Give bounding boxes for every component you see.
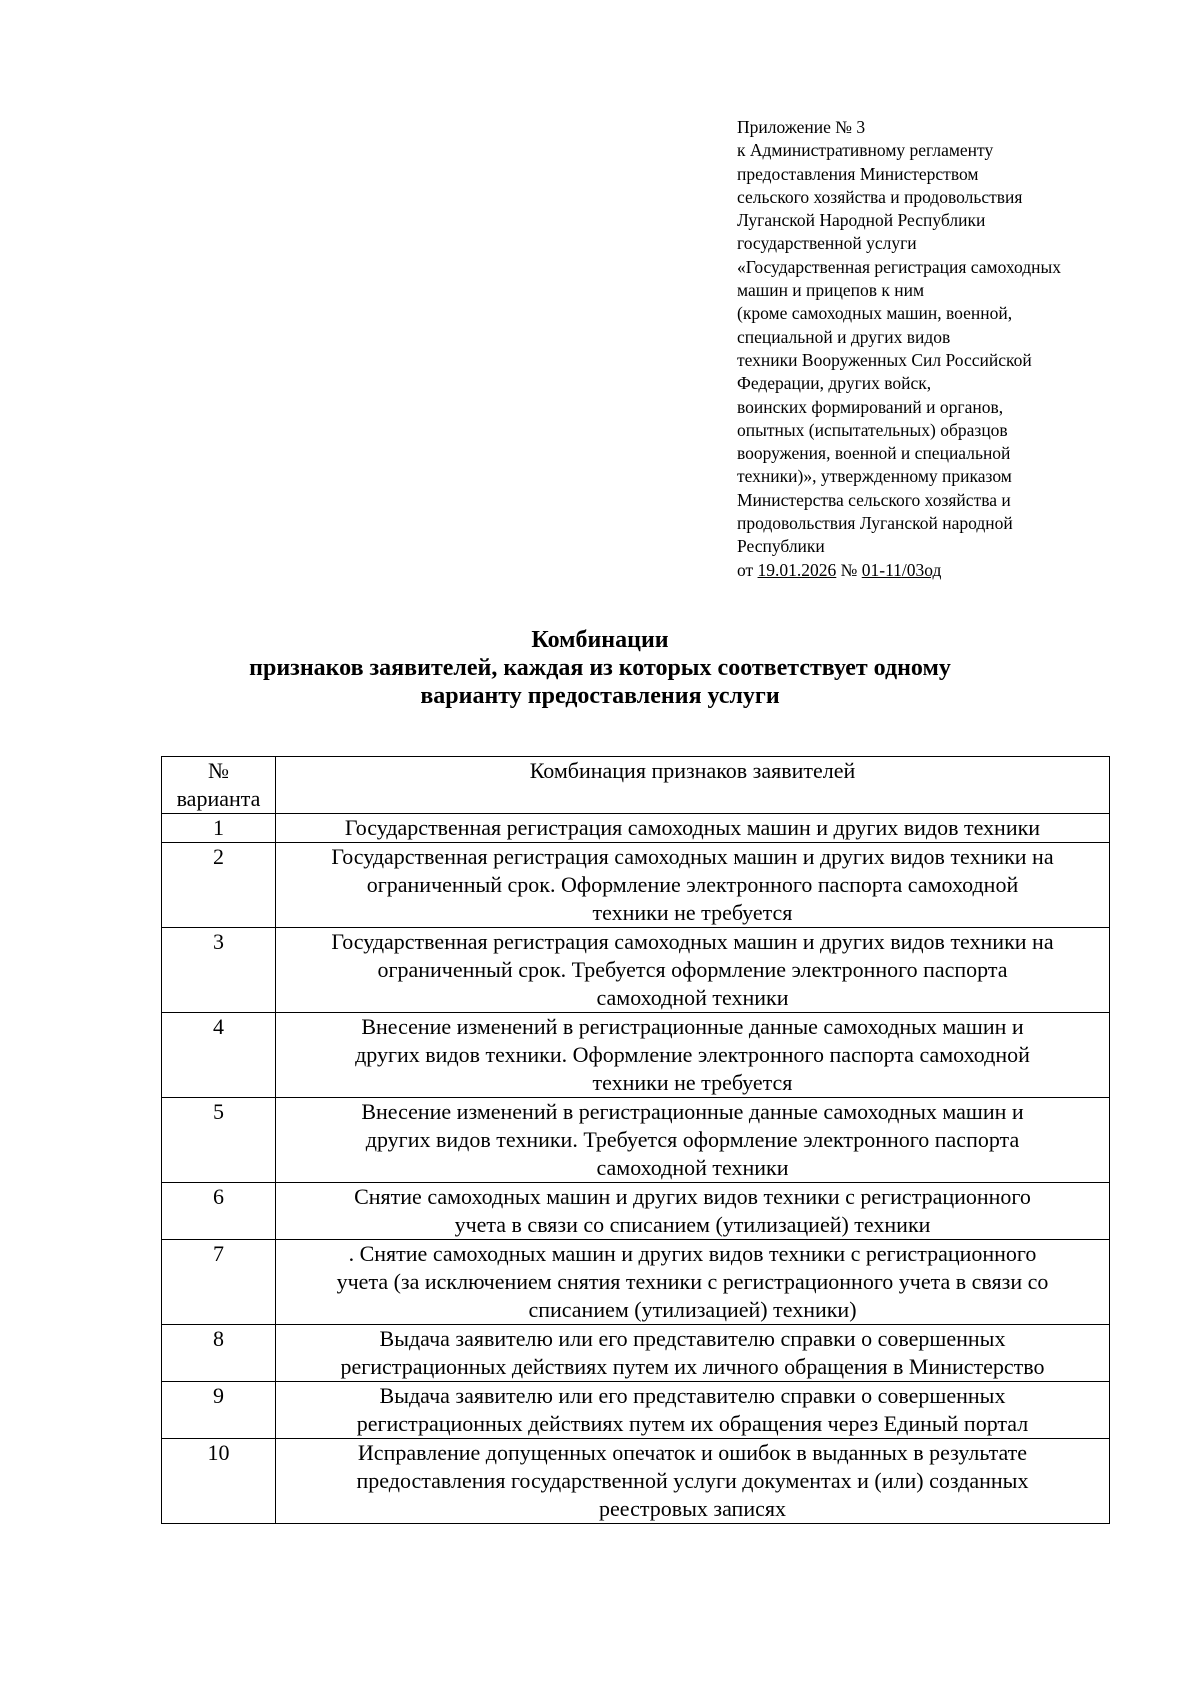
appendix-line: предоставления Министерством	[737, 163, 979, 184]
header-variant-number: № варианта	[162, 757, 276, 814]
appendix-line: продовольствия Луганской народной	[737, 513, 1013, 534]
variant-description: Государственная регистрация самоходных машин и других видов техники на ограниченный срок. Оформление электронного паспорта самоходной техники не требуется	[276, 843, 1110, 928]
header-combination: Комбинация признаков заявителей	[276, 757, 1110, 814]
appendix-line: воинских формирований и органов,	[737, 396, 1004, 417]
appendix-line: машин и прицепов к ним	[737, 280, 925, 301]
variant-number: 10	[162, 1439, 276, 1524]
variant-description: Снятие самоходных машин и других видов техники с регистрационного учета в связи со списанием (утилизацией) техники	[276, 1183, 1110, 1240]
variant-description: Выдача заявителю или его представителю справки о совершенных регистрационных действиях путем их обращения через Единый портал	[276, 1382, 1110, 1439]
variant-description: Внесение изменений в регистрационные данные самоходных машин и других видов техники. Оформление электронного паспорта самоходной техники не требуется	[276, 1013, 1110, 1098]
table-row	[162, 1439, 1110, 1524]
variant-description: Выдача заявителю или его представителю справки о совершенных регистрационных действиях путем их личного обращения в Министерство	[276, 1325, 1110, 1382]
title-line-1: Комбинации	[531, 627, 669, 653]
table-row	[162, 1240, 1110, 1325]
variant-number: 8	[162, 1325, 276, 1382]
table-row	[162, 1013, 1110, 1098]
table-row	[162, 928, 1110, 1013]
appendix-line: техники Вооруженных Сил Российской	[737, 349, 1032, 370]
document-title	[150, 626, 1050, 710]
appendix-line: к Административному регламенту	[737, 140, 994, 161]
appendix-line: государственной услуги	[737, 233, 917, 254]
appendix-block	[737, 116, 1177, 582]
appendix-line: сельского хозяйства и продовольствия	[737, 186, 1023, 207]
variant-description: Государственная регистрация самоходных машин и других видов техники	[276, 814, 1110, 843]
order-date-line	[737, 559, 1177, 582]
table-row	[162, 1183, 1110, 1240]
variant-number: 9	[162, 1382, 276, 1439]
variant-number: 6	[162, 1183, 276, 1240]
variant-number: 3	[162, 928, 276, 1013]
table-row	[162, 1098, 1110, 1183]
appendix-line: Министерства сельского хозяйства и	[737, 489, 1011, 510]
appendix-line: специальной и других видов	[737, 326, 951, 347]
variant-number: 4	[162, 1013, 276, 1098]
appendix-line: (кроме самоходных машин, военной,	[737, 303, 1013, 324]
variant-number: 7	[162, 1240, 276, 1325]
order-number-sign: №	[840, 559, 858, 580]
variant-description: Государственная регистрация самоходных машин и других видов техники на ограниченный срок. Требуется оформление электронного паспорта самоходной техники	[276, 928, 1110, 1013]
title-line-3: варианту предоставления услуги	[420, 683, 780, 709]
appendix-line: Луганской Народной Республики	[737, 210, 986, 231]
table-row	[162, 1325, 1110, 1382]
variant-description: . Снятие самоходных машин и других видов техники с регистрационного учета (за исключением снятия техники с регистрационного учета в связи со списанием (утилизацией) техники)	[276, 1240, 1110, 1325]
variant-number: 1	[162, 814, 276, 843]
table-row	[162, 1382, 1110, 1439]
variant-description: Внесение изменений в регистрационные данные самоходных машин и других видов техники. Требуется оформление электронного паспорта самоходной техники	[276, 1098, 1110, 1183]
appendix-line: техники)», утвержденному приказом	[737, 466, 1012, 487]
appendix-line: опытных (испытательных) образцов	[737, 419, 1008, 440]
appendix-line: Республики	[737, 536, 825, 557]
table-header-row	[162, 757, 1110, 814]
appendix-line: вооружения, военной и специальной	[737, 443, 1011, 464]
table-row	[162, 814, 1110, 843]
order-number: 01-11/03од	[861, 559, 942, 580]
variant-number: 2	[162, 843, 276, 928]
variant-description: Исправление допущенных опечаток и ошибок в выданных в результате предоставления государственной услуги документах и (или) созданных реестровых записях	[276, 1439, 1110, 1524]
title-line-2: признаков заявителей, каждая из которых соответствует одному	[249, 655, 951, 681]
order-date-prefix: от	[737, 559, 754, 580]
order-date: 19.01.2026	[757, 559, 837, 580]
appendix-line: «Государственная регистрация самоходных	[737, 256, 1061, 277]
appendix-line: Федерации, других войск,	[737, 373, 932, 394]
appendix-line: Приложение № 3	[737, 117, 866, 137]
table-row	[162, 843, 1110, 928]
variants-table	[161, 756, 1110, 1524]
variant-number: 5	[162, 1098, 276, 1183]
